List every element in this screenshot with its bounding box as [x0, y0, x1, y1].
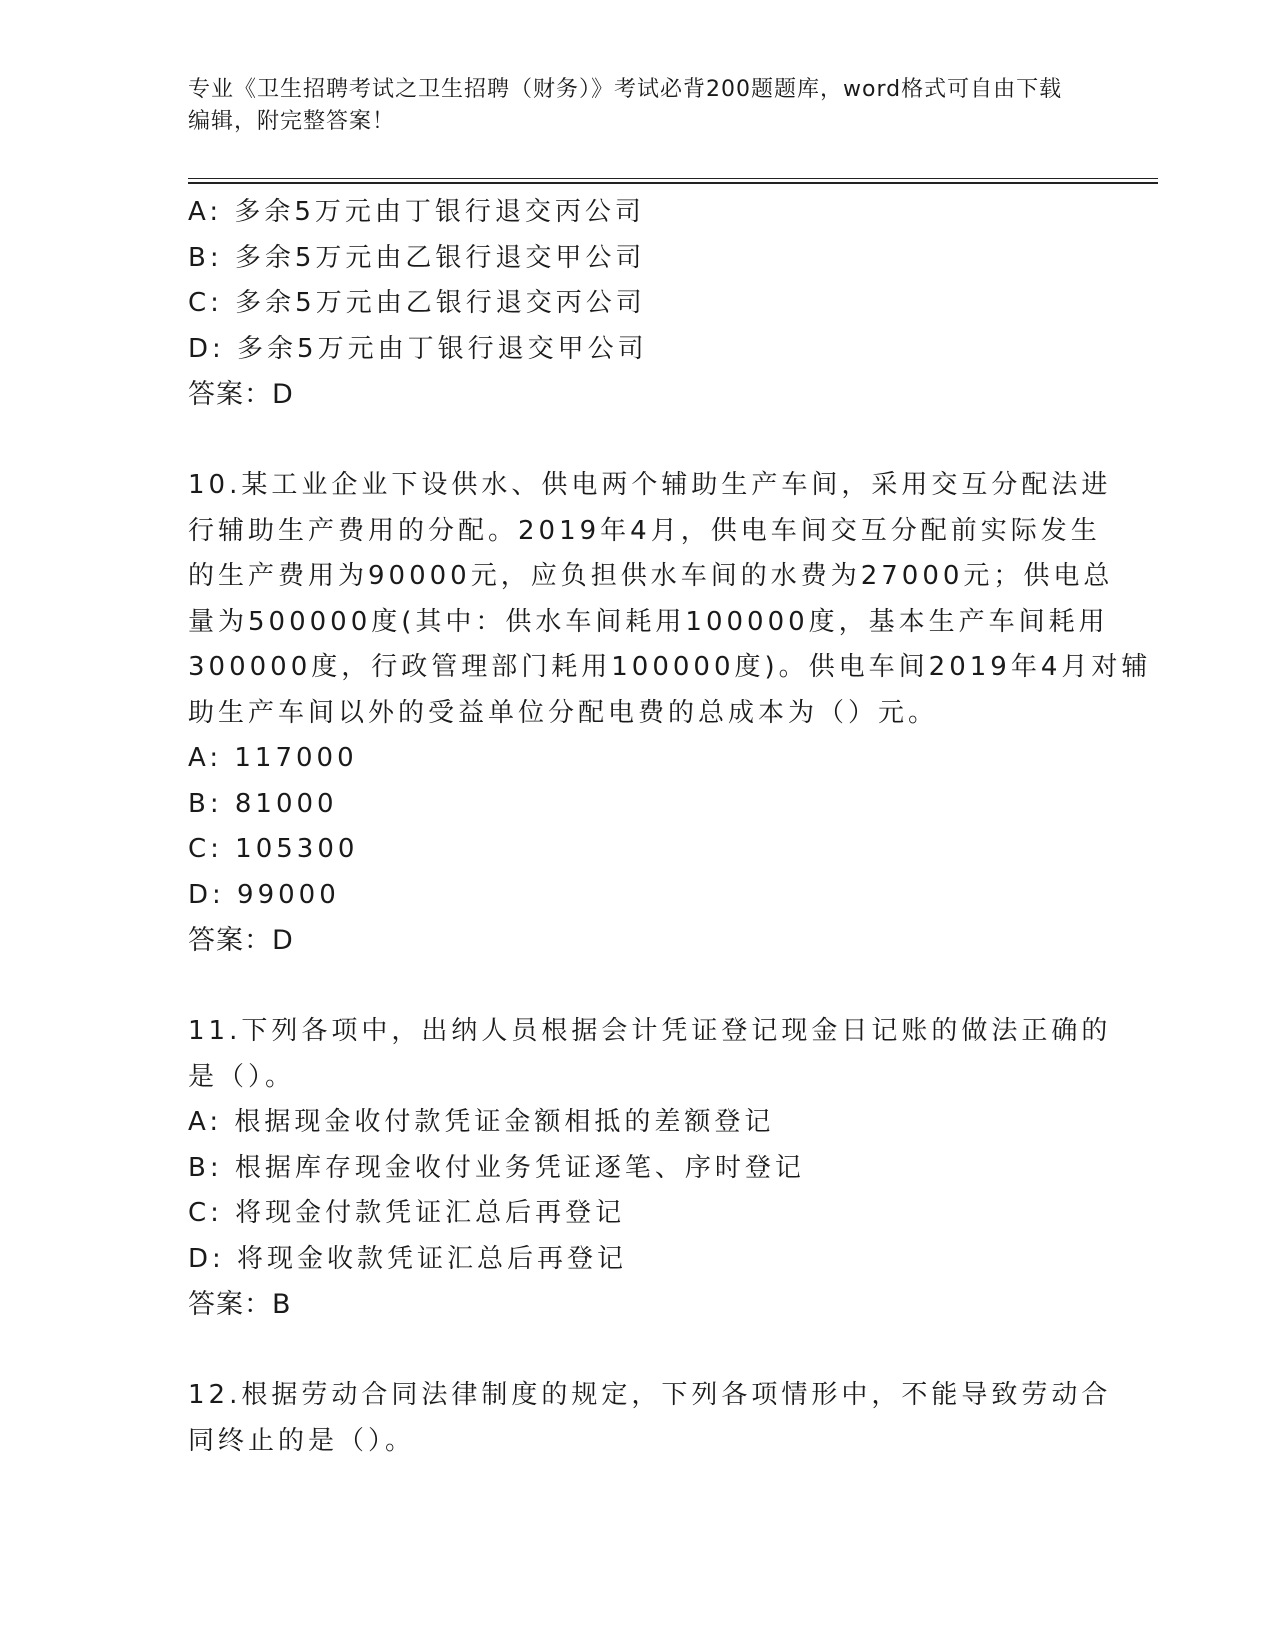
option-a: A: 根据现金收付款凭证金额相抵的差额登记 — [188, 1107, 775, 1137]
option-b: B: 多余5万元由乙银行退交甲公司 — [188, 242, 646, 273]
option-c: C: 将现金付款凭证汇总后再登记 — [188, 1198, 626, 1228]
question-9-tail — [188, 190, 1088, 418]
option-c: C: 105300 — [188, 834, 359, 864]
question-stem-line: 10.某工业企业下设供水、供电两个辅助生产车间，采用交互分配法进 — [188, 470, 1112, 500]
option-d: D: 99000 — [188, 879, 340, 910]
question-12 — [188, 1373, 1112, 1464]
question-stem-line: 量为500000度(其中：供水车间耗用100000度，基本生产车间耗用 — [188, 606, 1109, 637]
question-stem-line: 12.根据劳动合同法律制度的规定，下列各项情形中，不能导致劳动合 — [188, 1380, 1112, 1410]
answer-line: 答案：D — [188, 925, 294, 956]
document-header: 专业《卫生招聘考试之卫生招聘（财务）》考试必背200题题库，word格式可自由下载编辑，附完整答案！ — [188, 77, 1063, 134]
question-stem-line: 300000度，行政管理部门耗用100000度)。供电车间2019年4月对辅 — [188, 652, 1152, 682]
question-stem-line: 行辅助生产费用的分配。2019年4月，供电车间交互分配前实际发生 — [188, 515, 1101, 546]
option-d: D: 多余5万元由丁银行退交甲公司 — [188, 333, 648, 364]
question-11 — [188, 1009, 1112, 1328]
answer-line: 答案：B — [188, 1289, 292, 1320]
option-c: C: 多余5万元由乙银行退交丙公司 — [188, 288, 646, 318]
question-stem-line: 的生产费用为90000元，应负担供水车间的水费为27000元；供电总 — [188, 561, 1114, 591]
option-b: B: 81000 — [188, 788, 338, 819]
header-divider-bottom — [188, 182, 1158, 184]
question-stem-line: 同终止的是（）。 — [188, 1425, 416, 1456]
header-divider-top — [188, 178, 1158, 179]
question-10 — [188, 463, 1152, 964]
question-list — [188, 190, 1152, 1464]
question-stem-line: 11.下列各项中，出纳人员根据会计凭证登记现金日记账的做法正确的 — [188, 1016, 1112, 1046]
answer-line: 答案：D — [188, 379, 294, 410]
option-a: A: 117000 — [188, 743, 358, 773]
spacer — [188, 964, 1088, 1010]
question-stem-line: 是（）。 — [188, 1061, 296, 1092]
option-d: D: 将现金收款凭证汇总后再登记 — [188, 1243, 628, 1274]
option-a: A: 多余5万元由丁银行退交丙公司 — [188, 197, 645, 227]
question-stem-line: 助生产车间以外的受益单位分配电费的总成本为（）元。 — [188, 697, 939, 728]
option-b: B: 根据库存现金收付业务凭证逐笔、序时登记 — [188, 1152, 805, 1183]
spacer — [188, 418, 1088, 464]
spacer — [188, 1328, 1088, 1374]
